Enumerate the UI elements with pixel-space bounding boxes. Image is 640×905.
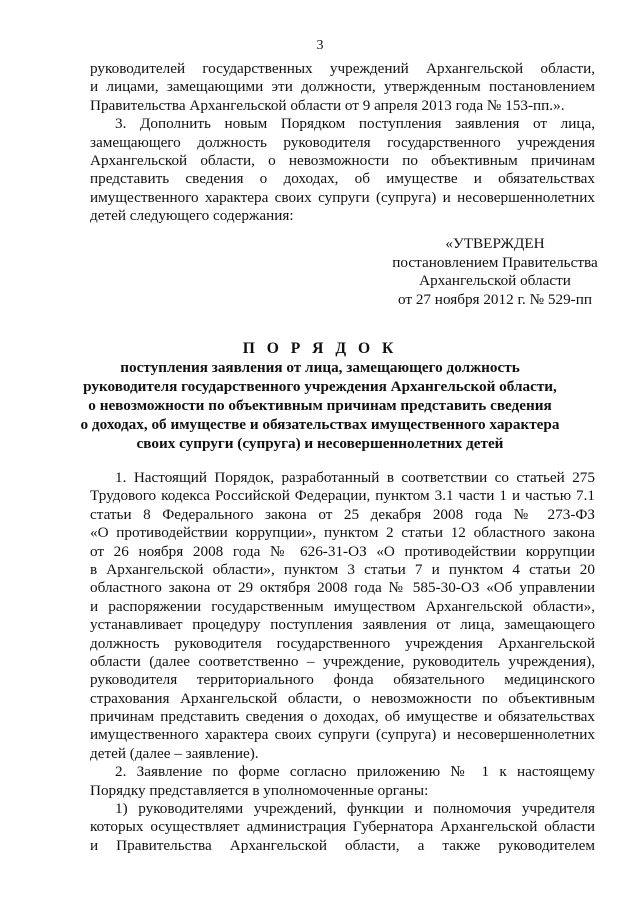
text-line: имущественного характера своих супруги (супруга) и несовершеннолетних <box>90 726 595 744</box>
text-line: Архангельской области, о невозможности по объективным причинам <box>90 151 595 169</box>
approval-line: от 27 ноября 2012 г. № 529-пп <box>398 290 592 308</box>
text-line: статьи 8 Федерального закона от 25 декабря 2008 года № 273-ФЗ <box>90 505 595 523</box>
text-line: области (далее соответственно – учреждение, руководитель учреждения), <box>90 652 595 670</box>
text-line: устанавливает процедуру поступления заявления от лица, замещающего <box>90 616 595 634</box>
approval-line: Архангельской области <box>419 272 571 290</box>
text-line: и Правительства Архангельской области, а также руководителем <box>90 836 595 854</box>
text-line: руководителя территориального фонда обязательного медицинского <box>90 671 595 689</box>
text-line: которых осуществляет администрация Губернатора Архангельской области <box>90 818 595 836</box>
text-line: представить сведения о доходах, об имуществе и обязательствах <box>90 170 595 188</box>
text-line: Правительства Архангельской области от 9 апреля 2013 года № 153-пп.». <box>90 96 565 114</box>
text-line: страхования Архангельской области, о невозможности по объективным <box>90 689 595 707</box>
text-line: от 26 ноября 2008 года № 626-31-ОЗ «О противодействии коррупции <box>90 542 595 560</box>
text-line: и лицами, замещающими эти должности, утвержденным постановлением <box>90 78 595 96</box>
title-line: руководителя государственного учреждения Архангельской области, <box>83 378 557 395</box>
text-line: 2. Заявление по форме согласно приложению № 1 к настоящему <box>115 763 595 781</box>
text-line: и распоряжении государственным имуществом Архангельской области», <box>90 597 595 615</box>
text-line: детей следующего содержания: <box>90 207 294 225</box>
page-number: 3 <box>316 38 324 53</box>
text-line: в Архангельской области», пунктом 3 статьи 7 и пунктом 4 статьи 20 <box>90 560 595 578</box>
text-line: детей (далее – заявление). <box>90 744 259 762</box>
text-line: 1. Настоящий Порядок, разработанный в соответствии со статьей 275 <box>115 469 595 486</box>
intro-paragraph <box>90 60 595 226</box>
title-line: о невозможности по объективным причинам представить сведения <box>88 397 552 414</box>
text-line: 3. Дополнить новым Порядком поступления заявления от лица, <box>115 115 595 133</box>
text-line: «О противодействии коррупции», пунктом 2 статьи 12 областного закона <box>90 524 595 542</box>
text-line: 1) руководителями учреждений, функции и полномочия учредителя <box>115 800 595 818</box>
document-title <box>0 339 640 453</box>
text-line: Трудового кодекса Российской Федерации, пунктом 3.1 части 1 и частью 7.1 <box>90 487 595 505</box>
text-line: должность руководителя государственного учреждения Архангельской <box>90 634 595 652</box>
text-line: замещающего должность руководителя государственного учреждения <box>90 133 595 151</box>
body-text <box>90 469 595 855</box>
title-line: о доходах, об имуществе и обязательствах имущественного характера <box>80 416 560 433</box>
text-line: руководителей государственных учреждений Архангельской области, <box>90 60 595 77</box>
text-line: Порядку представляется в уполномоченные органы: <box>90 781 429 799</box>
text-line: причинам представить сведения о доходах, об имуществе и обязательствах <box>90 708 595 726</box>
approval-block <box>380 235 610 309</box>
text-line: имущественного характера своих супруги (супруга) и несовершеннолетних <box>90 188 595 206</box>
text-line: областного закона от 29 октября 2008 года № 585-30-ОЗ «Об управлении <box>90 579 595 597</box>
title-heading: П О Р Я Д О К <box>242 340 398 357</box>
title-line: поступления заявления от лица, замещающего должность <box>120 359 520 376</box>
approval-line: постановлением Правительства <box>392 253 598 271</box>
approval-line: «УТВЕРЖДЕН <box>445 235 545 252</box>
title-line: своих супруги (супруга) и несовершеннолетних детей <box>136 435 504 452</box>
